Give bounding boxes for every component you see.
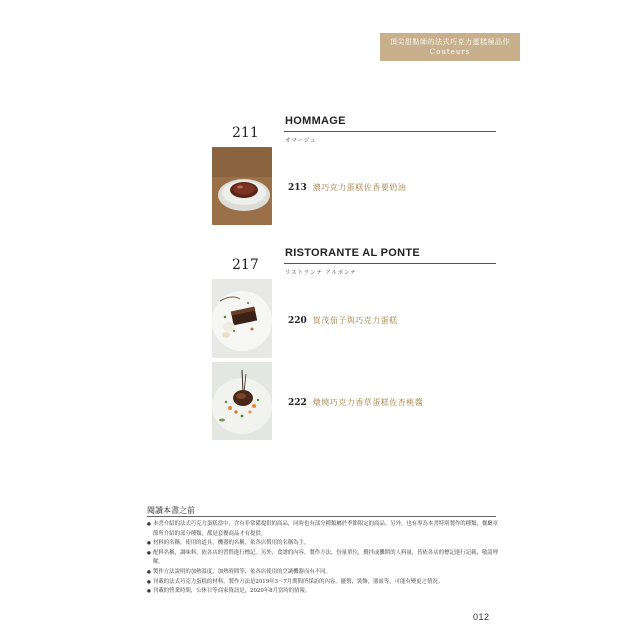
notes-title: 閱讀本書之前 — [147, 506, 195, 515]
section-page-number: 217 — [232, 257, 259, 273]
recipe-page-number: 213 — [288, 183, 307, 193]
recipe-entry[interactable] — [288, 397, 423, 408]
section-divider — [284, 131, 496, 132]
section-title: RISTORANTE AL PONTE — [285, 247, 421, 259]
note-item: ● 本書介紹的法式巧克力蛋糕當中，含有非常備提供的商品，同時也有部分種類屬於季節限定的商品。另外，也有專為本書特別製作的種類，餐廳章節所介紹的部分種類，都是套餐商品才有提供。 — [147, 520, 499, 539]
notes-list — [147, 520, 499, 597]
note-item: ● 製作方法說明的加熱溫度，加熱時間等，依各店使用的烹調機器而有不同。 — [147, 568, 499, 578]
recipe-entry[interactable] — [288, 182, 406, 193]
page-number: 012 — [473, 612, 490, 622]
recipe-page-number: 222 — [288, 398, 307, 408]
section-page-number: 211 — [232, 125, 259, 141]
chapter-header-subtitle: Couteurs — [429, 48, 471, 56]
note-item: ● 刊載的營業時間，公休日等商家資訊是，2020年8月當時的情報。 — [147, 587, 499, 597]
dish-photo — [212, 362, 272, 440]
recipe-name: 濃巧克力蛋糕佐香要奶油 — [312, 183, 407, 192]
dish-photo — [212, 279, 272, 358]
notes-divider — [147, 516, 496, 517]
recipe-page-number: 220 — [288, 316, 307, 326]
section-kana: リストランテ アルポンテ — [285, 270, 357, 276]
section-kana: オマージュ — [285, 138, 317, 144]
section-divider — [284, 263, 496, 264]
note-item: ● 配料名稱，調味料，依各店的習慣進行標記。另外，食譜的內容，製作方法，份量單位，攪拌或攤開的人料量，皆依各店的標記進行記載，敬請理解。 — [147, 549, 499, 568]
recipe-entry[interactable] — [288, 315, 398, 326]
chapter-header-title: 頂尖甜點師的法式巧克力蛋糕極品作 — [390, 38, 510, 46]
section-title: HOMMAGE — [285, 115, 346, 127]
chapter-header-tag — [380, 33, 520, 61]
recipe-name: 賀茂茄子與巧克力蛋糕 — [312, 316, 398, 325]
note-item: ● 刊載的法式巧克力蛋糕的材料，製作方法是2019年3～7月期間所採訪的內容。擺盤，裝飾，器皿等，可能有變更之情況。 — [147, 578, 499, 588]
recipe-name: 燉燒巧克力香草蛋糕佐杏桃醬 — [312, 398, 424, 407]
note-item: ● 材料的名稱，使用的道具，機器的名稱，依各店慣用的名稱為主。 — [147, 539, 499, 549]
dish-photo — [212, 147, 272, 225]
